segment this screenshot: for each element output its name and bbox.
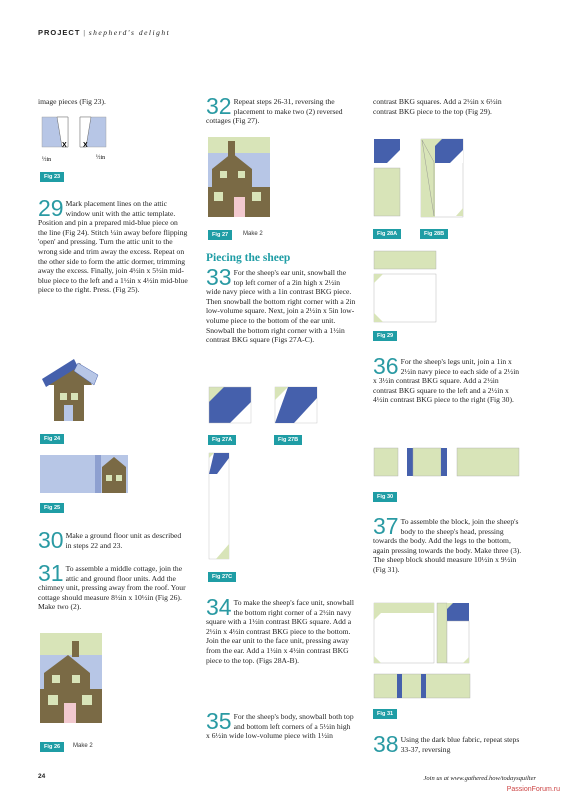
- step-number: 37: [373, 513, 399, 539]
- intro-text: image pieces (Fig 23).: [38, 97, 106, 106]
- fig25-label: Fig 25: [40, 503, 64, 513]
- header-separator: |: [83, 28, 86, 37]
- step-33: [206, 264, 356, 345]
- step-text: For the sheep's ear unit, snowball the top left corner of a 2in high x 2½in wide navy piece with a 1in contrast BKG piece. Then snowball the bottom right corner with a 2in low-volume square. Next, join a 2½in x 5in low-volume piece to the bottom of the ear unit. Snowball the bottom right corner with a 1½in contrast BKG square (Figs 27A-C).: [206, 268, 356, 345]
- fig25-diagram: [40, 455, 130, 495]
- step-text: Make a ground floor unit as described in steps 22 and 23.: [65, 531, 182, 550]
- fig28b-diagram: [420, 138, 466, 220]
- step-32: [206, 93, 356, 126]
- fig23-diagram: [40, 115, 110, 165]
- fig30-label: Fig 30: [373, 492, 397, 502]
- step-number: 35: [206, 708, 232, 734]
- step-text: Using the dark blue fabric, repeat steps 33-37, reversing: [400, 735, 520, 754]
- fig27a-diagram: [208, 386, 254, 426]
- step-number: 32: [206, 93, 232, 119]
- step-31: [38, 560, 188, 612]
- fig29-label: Fig 29: [373, 331, 397, 341]
- fig27-note: Make 2: [243, 231, 263, 237]
- step-34: [206, 594, 356, 665]
- section-heading: Piecing the sheep: [206, 252, 291, 264]
- fig28a-label: Fig 28A: [373, 229, 401, 239]
- fig27c-label: Fig 27C: [208, 572, 236, 582]
- fig27b-label: Fig 27B: [274, 435, 302, 445]
- step-number: 38: [373, 731, 399, 757]
- step-number: 30: [38, 527, 64, 553]
- step-number: 33: [206, 264, 232, 290]
- column-3-intro: [373, 97, 523, 116]
- fig23-dim-right: ½in: [96, 155, 106, 161]
- step-text: Mark placement lines on the attic window unit with the attic template. Position and pin a prepared mid-blue piece on the line (Fig 24). Stitch ¼in away before flipping 'open' and pressing. Turn the attic unit to the wrong side and trim away the excess. Repeat on the other side to form the attic dormer, trimming away the excess. Finally, join 4½in x 5½in mid-blue piece to the left and a 1½in x 4½in mid-blue piece to the right. Press. (Fig 25).: [38, 199, 188, 295]
- fig30-diagram: [373, 446, 523, 480]
- fig24-label: Fig 24: [40, 434, 64, 444]
- section-label: PROJECT: [38, 28, 81, 37]
- fig26-note: Make 2: [73, 743, 93, 749]
- intro-text: contrast BKG squares. Add a 2½in x 6½in contrast BKG piece to the top (Fig 29).: [373, 97, 502, 116]
- step-30: [38, 527, 188, 553]
- fig23-label: Fig 23: [40, 172, 64, 182]
- fig29-diagram: [373, 250, 439, 324]
- fig23-dim-left: ½in: [42, 157, 52, 163]
- fig23-mark-right: X: [83, 142, 88, 149]
- step-29: [38, 195, 188, 295]
- step-text: Repeat steps 26-31, reversing the placement to make two (2) reversed cottages (Fig 27).: [206, 97, 343, 126]
- fig28b-label: Fig 28B: [420, 229, 448, 239]
- fig31-label: Fig 31: [373, 709, 397, 719]
- step-text: To assemble the block, join the sheep's body to the sheep's head, pressing towards the body. Add the legs to the bottom, again pressing towards the body. Make three (3). The sheep block should measure 10½in x 9½in (Fig 31).: [373, 517, 522, 574]
- fig27b-diagram: [274, 386, 320, 426]
- fig31-diagram: [373, 602, 473, 702]
- step-36: [373, 353, 523, 405]
- step-37: [373, 513, 523, 575]
- fig27a-label: Fig 27A: [208, 435, 236, 445]
- fig28a-diagram: [373, 138, 403, 220]
- project-title: shepherd's delight: [88, 28, 171, 37]
- step-number: 29: [38, 195, 64, 221]
- step-38: [373, 731, 523, 757]
- fig27c-diagram: [208, 452, 232, 562]
- fig26-diagram: [40, 633, 104, 725]
- fig26-label: Fig 26: [40, 742, 64, 752]
- step-35: [206, 708, 356, 741]
- fig27-label: Fig 27: [208, 230, 232, 240]
- footer-join-link[interactable]: Join us at www.gathered.how/todaysquilter: [423, 775, 536, 782]
- fig27-diagram: [208, 137, 272, 219]
- step-text: For the sheep's body, snowball both top and bottom left corners of a 5½in high x 6½in wide low-volume piece with 1½in: [206, 712, 354, 741]
- step-number: 36: [373, 353, 399, 379]
- fig24-diagram: [40, 355, 110, 423]
- step-text: To make the sheep's face unit, snowball the bottom right corner of a 2½in navy square with a 1½in contrast BKG square. Add a 2½in x 4½in contrast BKG piece to the bottom. Join the ear unit to the face unit, pressing away from the ear. Add a 1½in x 4½in contrast BKG piece to the top. (Figs 28A-B).: [206, 598, 354, 665]
- step-text: For the sheep's legs unit, join a 1in x 2½in navy piece to each side of a 2½in x 3½in contrast BKG square. Add a 2½in contrast BKG square to the left and a 2½in x 4½in contrast BKG piece to the right (Fig 30).: [373, 357, 520, 405]
- step-number: 31: [38, 560, 64, 586]
- fig23-mark-left: X: [62, 142, 67, 149]
- column-1: [38, 97, 188, 107]
- page-number: 24: [38, 773, 46, 780]
- watermark: PassionForum.ru: [506, 786, 560, 793]
- step-text: To assemble a middle cottage, join the attic and ground floor units. Add the chimney unit, pressing away from the roof. Your cottage should measure 8½in x 10½in (Fig 26). Make two (2).: [38, 564, 186, 612]
- step-number: 34: [206, 594, 232, 620]
- page-header: [38, 28, 170, 37]
